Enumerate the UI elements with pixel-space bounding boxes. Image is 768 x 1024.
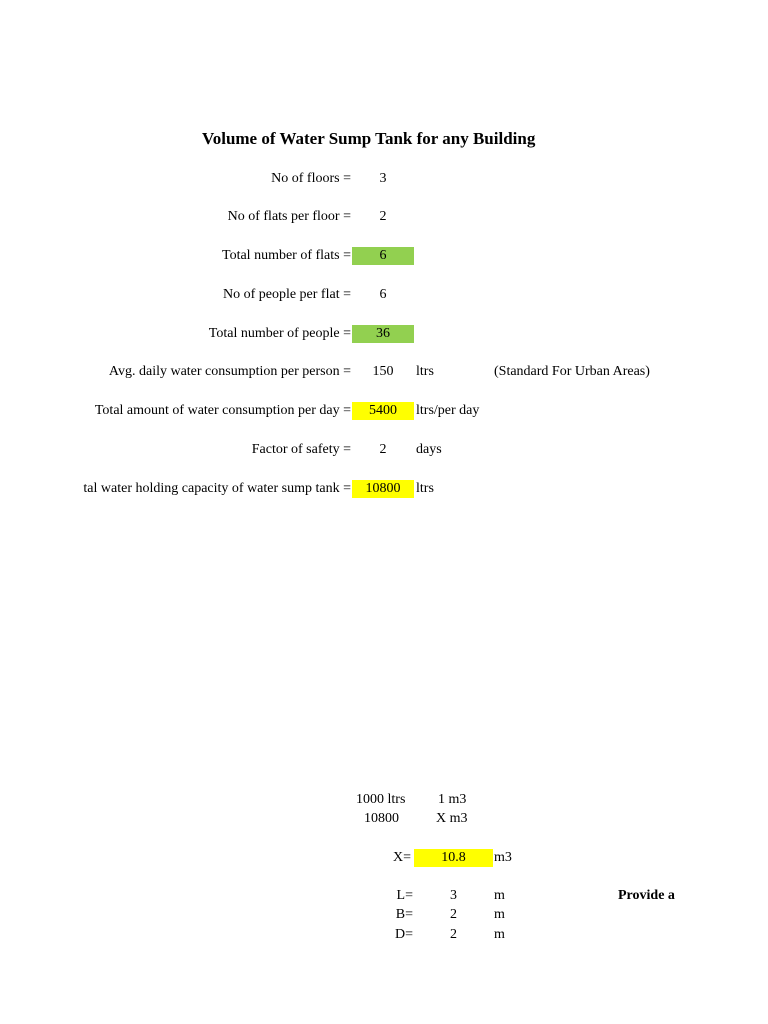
unit-holding-capacity: ltrs xyxy=(416,481,434,496)
label-total-people: Total number of people = xyxy=(208,326,351,341)
conversion-x-m3[interactable]: X m3 xyxy=(436,811,468,826)
value-people-per-flat[interactable]: 6 xyxy=(379,287,387,302)
dimension-depth-value[interactable]: 2 xyxy=(450,927,457,942)
dimension-breadth-value[interactable]: 2 xyxy=(450,907,457,922)
x-label: X= xyxy=(393,850,412,865)
dimension-breadth-label: B= xyxy=(395,907,413,922)
label-holding-capacity: tal water holding capacity of water sump tank = xyxy=(83,481,351,496)
value-total-flats[interactable]: 6 xyxy=(352,247,414,265)
label-factor-of-safety: Factor of safety = xyxy=(251,442,351,457)
dimension-length-unit: m xyxy=(494,888,505,903)
label-people-per-flat: No of people per flat = xyxy=(222,287,351,302)
label-no-of-floors: No of floors = xyxy=(271,171,351,186)
x-unit: m3 xyxy=(494,850,512,865)
dimension-length-value[interactable]: 3 xyxy=(450,888,457,903)
note-urban-standard: (Standard For Urban Areas) xyxy=(494,364,650,379)
label-total-flats: Total number of flats = xyxy=(222,248,351,263)
label-flats-per-floor: No of flats per floor = xyxy=(227,209,351,224)
dimension-breadth-unit: m xyxy=(494,907,505,922)
dimension-depth-label: D= xyxy=(394,927,413,942)
conversion-m3[interactable]: 1 m3 xyxy=(438,792,467,807)
value-factor-of-safety[interactable]: 2 xyxy=(379,442,387,457)
page-title: Volume of Water Sump Tank for any Building xyxy=(202,129,536,148)
label-total-consumption-per-day: Total amount of water consumption per day = xyxy=(94,403,351,418)
value-holding-capacity[interactable]: 10800 xyxy=(352,480,414,498)
dimension-depth-unit: m xyxy=(494,927,505,942)
provide-text: Provide a xyxy=(618,888,675,903)
dimension-length-label: L= xyxy=(396,888,413,903)
x-value[interactable]: 10.8 xyxy=(414,849,493,867)
value-total-people[interactable]: 36 xyxy=(352,325,414,343)
unit-factor-of-safety: days xyxy=(416,442,442,457)
value-flats-per-floor[interactable]: 2 xyxy=(379,209,387,224)
label-avg-daily-consumption: Avg. daily water consumption per person = xyxy=(108,364,351,379)
value-avg-daily-consumption[interactable]: 150 xyxy=(372,364,394,379)
conversion-ltrs[interactable]: 1000 ltrs xyxy=(356,792,406,807)
value-total-consumption-per-day[interactable]: 5400 xyxy=(352,402,414,420)
conversion-capacity[interactable]: 10800 xyxy=(364,811,399,826)
value-no-of-floors[interactable]: 3 xyxy=(379,171,387,186)
unit-total-consumption-per-day: ltrs/per day xyxy=(416,403,480,418)
unit-avg-daily-consumption: ltrs xyxy=(416,364,434,379)
